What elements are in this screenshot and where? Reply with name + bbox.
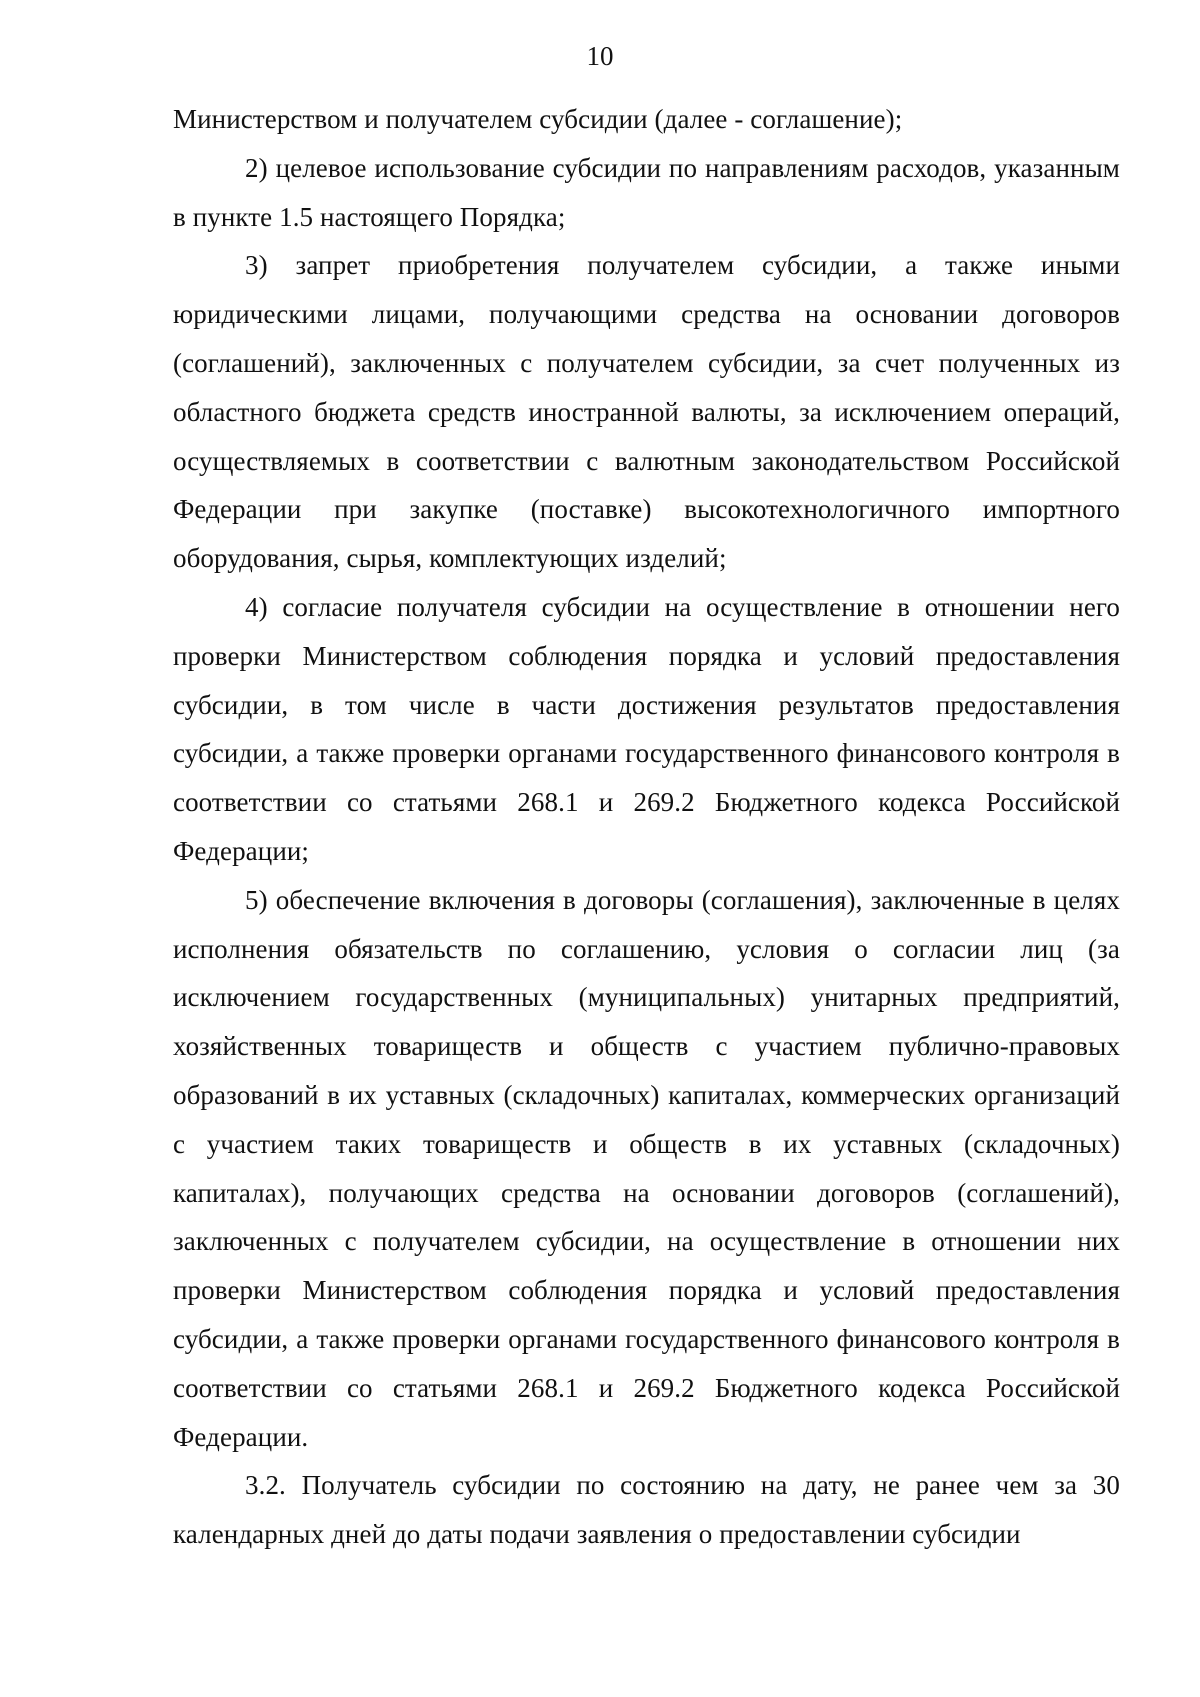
paragraph-item-3: 3) запрет приобретения получателем субсидии, а также иными юридическими лицами, получающими средства на основании договоров (соглашений), заключенных с получателем субсидии, за счет полученных из областного бюджета средств иностранной валюты, за исключением операций, осуществляемых в соответствии с валютным законодательством Российской Федерации при закупке (поставке) высокотехнологичного импортного оборудования, сырья, комплектующих изделий; (173, 250, 1120, 574)
document-body (173, 95, 1120, 1559)
paragraph-item-2: 2) целевое использование субсидии по направлениям расходов, указанным в пункте 1.5 настоящего Порядка; (173, 152, 1120, 232)
paragraph-item-4: 4) согласие получателя субсидии на осуществление в отношении него проверки Министерством соблюдения порядка и условий предоставления субсидии, в том числе в части достижения результатов предоставления субсидии, а также проверки органами государственного финансового контроля в соответствии со статьями 268.1 и 269.2 Бюджетного кодекса Российской Федерации; (173, 591, 1120, 866)
paragraph-section-3-2: 3.2. Получатель субсидии по состоянию на дату, не ранее чем за 30 календарных дней до даты подачи заявления о предоставлении субсидии (173, 1470, 1120, 1550)
paragraph-item-5: 5) обеспечение включения в договоры (соглашения), заключенные в целях исполнения обязательств по соглашению, условия о согласии лиц (за исключением государственных (муниципальных) унитарных предприятий, хозяйственных товариществ и обществ с участием публично-правовых образований в их уставных (складочных) капиталах, коммерческих организаций с участием таких товариществ и обществ в их уставных (складочных) капиталах), получающих средства на основании договоров (соглашений), заключенных с получателем субсидии, на осуществление в отношении них проверки Министерством соблюдения порядка и условий предоставления субсидии, а также проверки органами государственного финансового контроля в соответствии со статьями 268.1 и 269.2 Бюджетного кодекса Российской Федерации. (173, 884, 1120, 1452)
paragraph-continuation: Министерством и получателем субсидии (далее - соглашение); (173, 104, 903, 134)
page-number: 10 (586, 41, 614, 71)
